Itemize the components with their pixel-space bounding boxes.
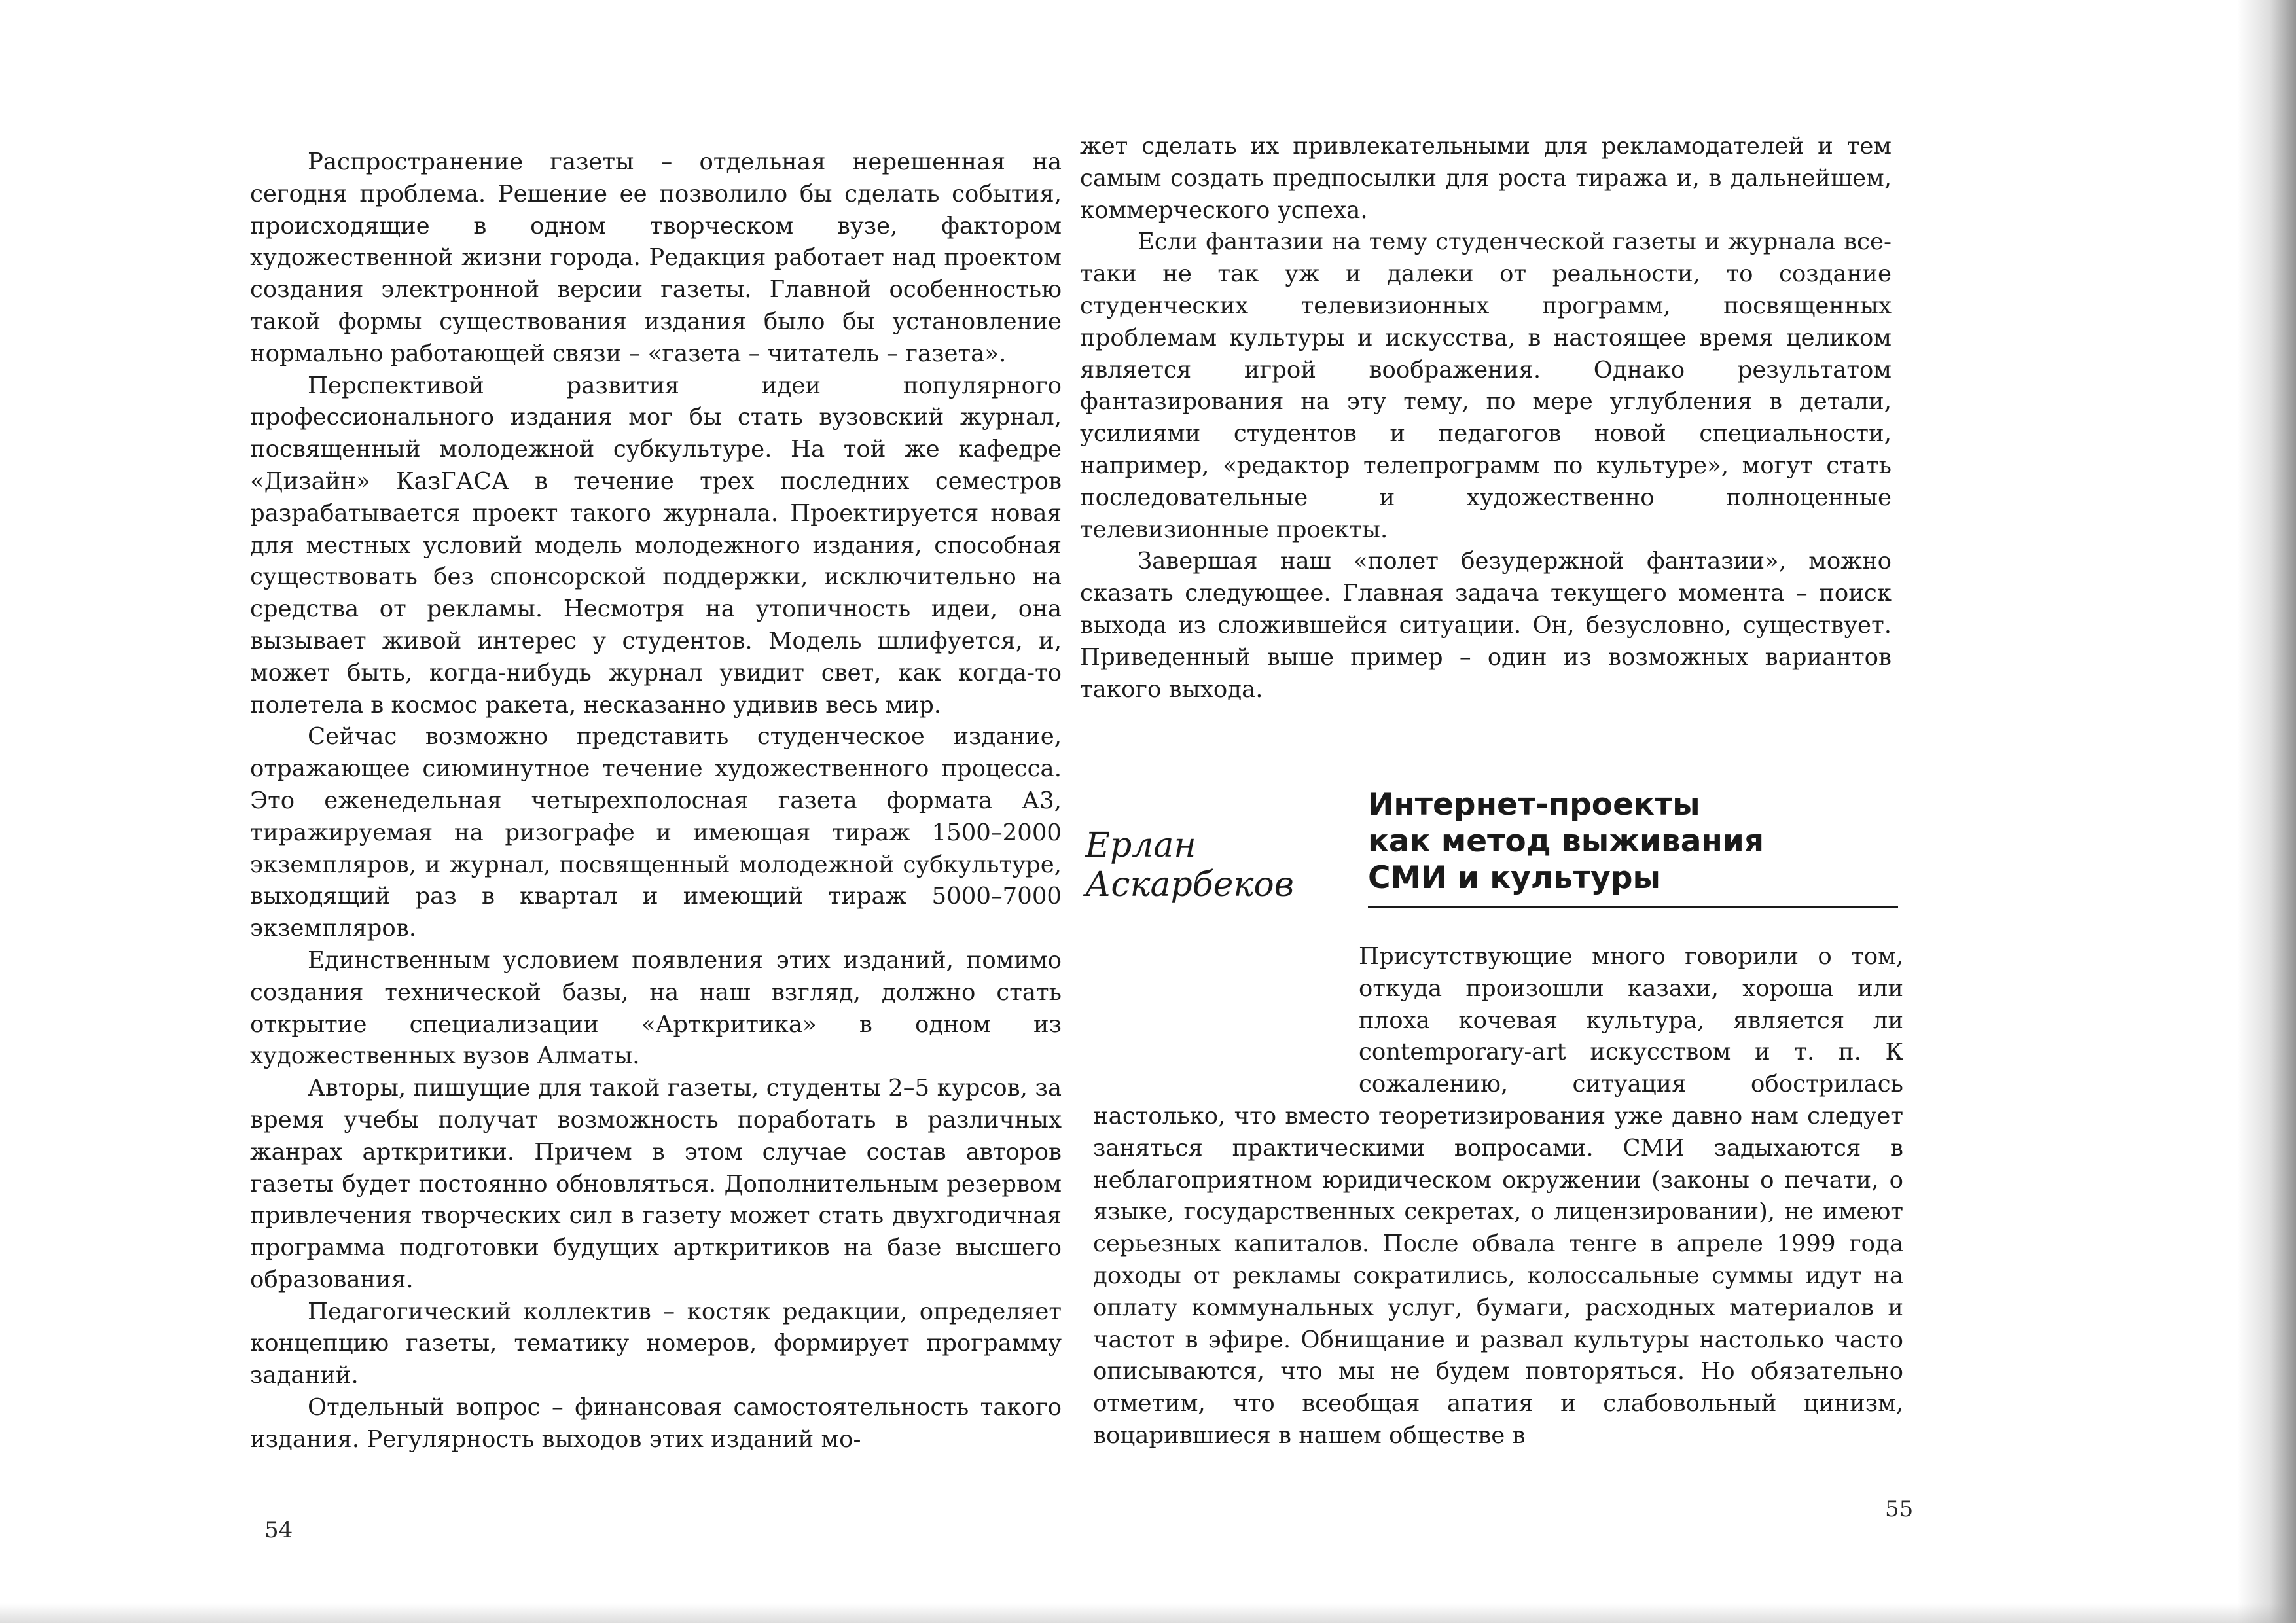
- right-page-body: [1080, 131, 1892, 705]
- left-page-number: 54: [264, 1517, 293, 1543]
- right-page-number: 55: [1885, 1496, 1914, 1522]
- left-page-body: [250, 147, 1062, 1456]
- article-text: Присутствующие много говорили о том, откуда произошли казахи, хороша или плоха кочевая культура, является ли contemporary-art искусством и т. п. К сожалению, ситуация обострилась настолько, что вместо теоретизирования уже давно нам следует заняться практическими вопросами. СМИ задыхаются в неблагоприятном юридическом окружении (законы о печати, о языке, государственных секретах, о лицензировании), не имеют серьезных капиталов. После обвала тенге в апреле 1999 года доходы от рекламы сократились, колоссальные суммы идут на оплату коммунальных услуг, бумаги, расходных материалов и частот в эфире. Обнищание и развал культуры настолько часто описываются, что мы не будем повторяться. Но обязательно отметим, что всеобщая апатия и слабовольный цинизм, воцарившиеся в нашем обществе в: [1093, 943, 1903, 1449]
- article-body: [1093, 941, 1903, 1452]
- article-title-line-2: как метод выживания: [1368, 823, 1765, 859]
- author-name: [1085, 826, 1294, 904]
- left-paragraph-7: Отдельный вопрос – финансовая самостоятельность такого издания. Регулярность выходов этих изданий мо-: [250, 1394, 1062, 1453]
- left-paragraph-2: Перспективой развития идеи популярного профессионального издания мог бы стать вузовский журнал, посвященный молодежной субкультуре. На той же кафедре «Дизайн» КазГАСА в течение трех последних семестров разрабатывается проект такого журнала. Проектируется новая для местных условий модель молодежного издания, способная существовать без спонсорской поддержки, исключительно на средства от рекламы. Несмотря на утопичность идеи, она вызывает живой интерес у студентов. Модель шлифуется, и, может быть, когда-нибудь журнал увидит свет, как когда-то полетела в космос ракета, несказанно удивив весь мир.: [250, 372, 1062, 719]
- article-title-line-1: Интернет-проекты: [1368, 787, 1700, 823]
- scan-bottom-shadow: [0, 1603, 2296, 1623]
- left-paragraph-5: Авторы, пишущие для такой газеты, студенты 2–5 курсов, за время учебы получат возможность поработать в различных жанрах арткритики. Причем в этом случае состав авторов газеты будет постоянно обновляться. Дополнительным резервом привлечения творческих сил в газету может стать двухгодичная программа подготовки будущих арткритиков на базе высшего образования.: [250, 1075, 1062, 1293]
- left-paragraph-3: Сейчас возможно представить студенческое издание, отражающее сиюминутное течение художественного процесса. Это еженедельная четырехполосная газета формата А3, тиражируемая на ризографе и имеющая тираж 1500–2000 экземпляров, и журнал, посвященный молодежной субкультуре, выходящий раз в квартал и имеющий тираж 5000–7000 экземпляров.: [250, 723, 1062, 942]
- scan-edge-shadow: [2237, 0, 2296, 1623]
- right-paragraph-2: Завершая наш «полет безудержной фантазии», можно сказать следующее. Главная задача текущего момента – поиск выхода из сложившейся ситуации. Он, безусловно, существует. Приведенный выше пример – один из возможных вариантов такого выхода.: [1080, 548, 1892, 703]
- float-spacer: [1093, 941, 1359, 1093]
- article-title: [1368, 787, 1898, 908]
- left-paragraph-1: Распространение газеты – отдельная нерешенная на сегодня проблема. Решение ее позволило бы сделать события, происходящие в одном творческом вузе, фактором художественной жизни города. Редакция работает над проектом создания электронной версии газеты. Главной особенностью такой формы существования издания было бы установление нормально работающей связи – «газета – читатель – газета».: [250, 149, 1062, 367]
- author-last-name: Аскарбеков: [1085, 865, 1294, 904]
- author-first-name: Ерлан: [1085, 826, 1196, 865]
- right-paragraph-1: Если фантазии на тему студенческой газеты и журнала все-таки не так уж и далеки от реальности, то создание студенческих телевизионных программ, посвященных проблемам культуры и искусства, в настоящее время целиком является игрой воображения. Однако результатом фантазирования на эту тему, по мере углубления в детали, усилиями студентов и педагогов новой специальности, например, «редактор телепрограмм по культуре», могут стать последовательные и художественно полноценные телевизионные проекты.: [1080, 228, 1892, 543]
- left-paragraph-6: Педагогический коллектив – костяк редакции, определяет концепцию газеты, тематику номеров, формирует программу заданий.: [250, 1298, 1062, 1389]
- article-title-line-3: СМИ и культуры: [1368, 860, 1660, 896]
- right-continuation: жет сделать их привлекательными для рекламодателей и тем самым создать предпосылки для роста тиража и, в дальнейшем, коммерческого успеха.: [1080, 133, 1892, 224]
- left-paragraph-4: Единственным условием появления этих изданий, помимо создания технической базы, на наш взгляд, должно стать открытие специализации «Арткритика» в одном из художественных вузов Алматы.: [250, 946, 1062, 1070]
